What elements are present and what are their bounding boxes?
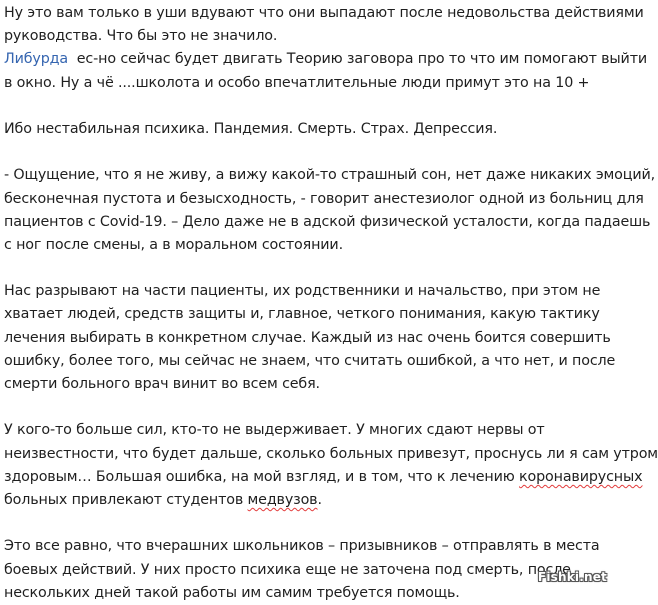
user-mention-link[interactable]: Либурда xyxy=(4,51,68,68)
paragraph-4 xyxy=(4,280,616,396)
paragraph-1 xyxy=(4,2,648,95)
text-line: Ну это вам только в уши вдувают что они выпадают после недовольства действиями xyxy=(4,5,644,21)
text-segment: . xyxy=(317,491,322,508)
text-line: Это все равно, что вчерашних школьников – призывников – отправлять в места xyxy=(4,538,600,555)
text-line: с ног после смены, а в моральном состоянии. xyxy=(4,236,343,253)
text-line: Ибо нестабильная психика. Пандемия. Смерть. Страх. Депрессия. xyxy=(4,120,498,137)
text-line: боевых действий. У них просто психика еще не заточена под смерть, после xyxy=(4,561,571,578)
text-line: Нас разрывают на части пациенты, их родственники и начальство, при этом не xyxy=(4,283,601,300)
paragraph-2 xyxy=(4,118,610,141)
text-line: нескольких дней такой работы им самим требуется помощь. xyxy=(4,584,460,601)
text-line: смерти больного врач винит во всем себя. xyxy=(4,376,320,392)
paragraph-3 xyxy=(4,164,656,257)
paragraph-5 xyxy=(4,419,658,512)
paragraph-gap xyxy=(4,257,610,280)
text-segment: ес-но сейчас будет двигать Теорию заговора про то что им помогают выйти xyxy=(68,51,648,68)
text-line: в окно. Ну а чё ....школота и особо впечатлительные люди примут это на 10 + xyxy=(4,74,590,91)
text-line: бесконечная пустота и безысходность, - говорит анестезиолог одной из больниц для xyxy=(4,190,644,207)
text-line: руководства. Что бы это не значило. xyxy=(4,28,278,45)
spellcheck-word: медвузов xyxy=(247,491,318,508)
comment-text xyxy=(4,2,658,605)
text-line: неизвестности, что будет дальше, сколько больных привезут, проснусь ли я сам утром xyxy=(4,445,658,462)
text-line: У кого-то больше сил, кто-то не выдерживает. У многих сдают нервы от xyxy=(4,422,545,439)
paragraph-gap xyxy=(4,95,610,118)
text-line: - Ощущение, что я не живу, а вижу какой-то страшный сон, нет даже никаких эмоций, xyxy=(4,167,656,184)
text-segment: больных привлекают студентов xyxy=(4,491,248,508)
text-line xyxy=(4,466,643,489)
text-line: хватает людей, средств защиты и, главное, четкого понимания, какую тактику xyxy=(4,306,600,323)
paragraph-gap xyxy=(4,512,610,535)
paragraph-gap xyxy=(4,396,610,419)
paragraph-gap xyxy=(4,141,610,164)
text-line xyxy=(4,48,648,71)
text-line: пациентов с Covid-19. – Дело даже не в адской физической усталости, когда падаешь xyxy=(4,213,651,230)
text-line: лечения выбирать в конкретном случае. Каждый из нас очень боится совершить xyxy=(4,329,611,346)
text-line: ошибку, более того, мы сейчас не знаем, что считать ошибкой, а что нет, и после xyxy=(4,352,616,369)
text-line xyxy=(4,489,610,512)
spellcheck-word: коронавирусных xyxy=(519,468,643,485)
paragraph-6 xyxy=(4,535,610,605)
text-segment: здоровым… Большая ошибка, на мой взгляд, и в том, что к лечению xyxy=(4,468,520,485)
site-watermark: Fishki.net xyxy=(537,570,607,584)
